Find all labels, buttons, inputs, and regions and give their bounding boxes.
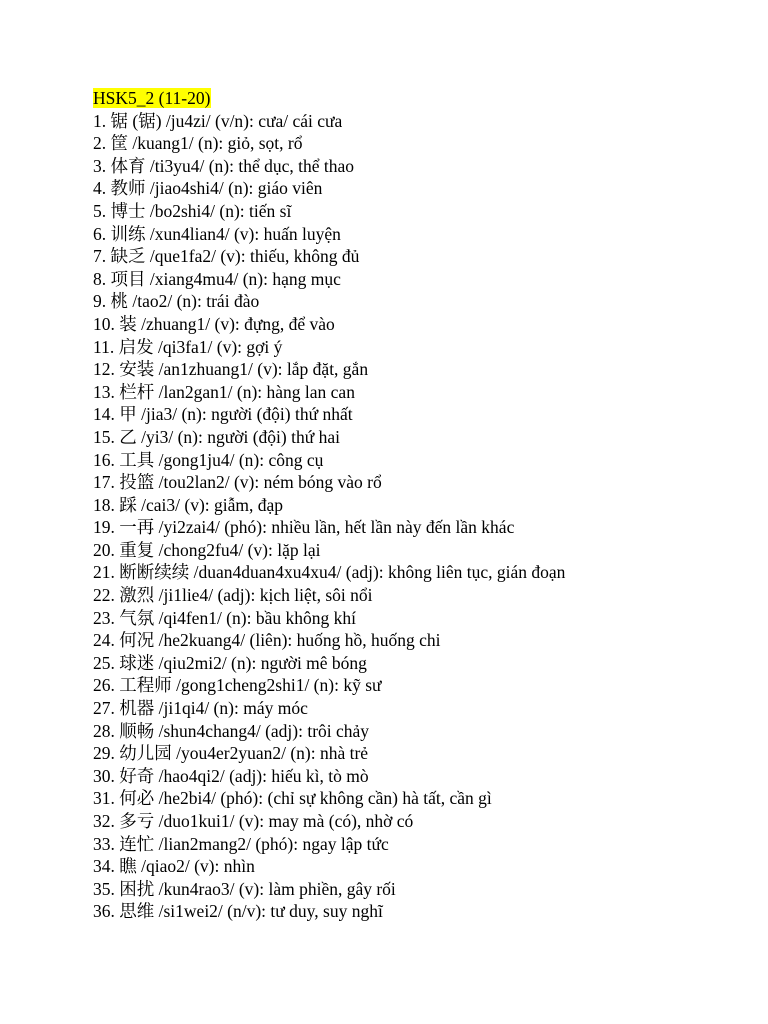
vocab-entry: 27. 机器 /ji1qi4/ (n): máy móc bbox=[93, 698, 308, 719]
vocab-entry: 23. 气氛 /qi4fen1/ (n): bầu không khí bbox=[93, 607, 356, 628]
vocab-entry: 36. 思维 /si1wei2/ (n/v): tư duy, suy nghĩ bbox=[93, 901, 383, 922]
vocab-entry: 26. 工程师 /gong1cheng2shi1/ (n): kỹ sư bbox=[93, 675, 382, 696]
document-title bbox=[93, 87, 753, 110]
vocab-entry: 10. 装 /zhuang1/ (v): đựng, để vào bbox=[93, 313, 335, 334]
vocab-entry: 5. 博士 /bo2shi4/ (n): tiến sĩ bbox=[93, 200, 292, 221]
vocab-entry: 7. 缺乏 /que1fa2/ (v): thiếu, không đủ bbox=[93, 246, 360, 267]
vocab-entry: 32. 多亏 /duo1kui1/ (v): may mà (có), nhờ có bbox=[93, 811, 414, 831]
vocab-entry: 6. 训练 /xun4lian4/ (v): huấn luyện bbox=[93, 223, 341, 244]
vocab-entry: 25. 球迷 /qiu2mi2/ (n): người mê bóng bbox=[93, 652, 367, 673]
vocab-entry: 14. 甲 /jia3/ (n): người (đội) thứ nhất bbox=[93, 404, 353, 425]
document-page bbox=[93, 87, 753, 923]
vocab-entry: 29. 幼儿园 /you4er2yuan2/ (n): nhà trẻ bbox=[93, 743, 369, 764]
vocab-entry: 13. 栏杆 /lan2gan1/ (n): hàng lan can bbox=[93, 381, 355, 402]
vocabulary-list bbox=[93, 110, 753, 923]
vocab-entry: 8. 项目 /xiang4mu4/ (n): hạng mục bbox=[93, 268, 341, 289]
vocab-entry: 34. 瞧 /qiao2/ (v): nhìn bbox=[93, 856, 255, 877]
vocab-entry: 22. 激烈 /ji1lie4/ (adj): kịch liệt, sôi nổi bbox=[93, 585, 373, 606]
vocab-entry: 20. 重复 /chong2fu4/ (v): lặp lại bbox=[93, 539, 321, 560]
vocab-entry: 9. 桃 /tao2/ (n): trái đào bbox=[93, 291, 260, 312]
vocab-entry: 21. 断断续续 /duan4duan4xu4xu4/ (adj): không liên tục, gián đoạn bbox=[93, 562, 566, 583]
vocab-entry: 19. 一再 /yi2zai4/ (phó): nhiều lần, hết lần này đến lần khác bbox=[93, 517, 515, 538]
vocab-entry: 28. 顺畅 /shun4chang4/ (adj): trôi chảy bbox=[93, 720, 370, 741]
vocab-entry: 35. 困扰 /kun4rao3/ (v): làm phiền, gây rối bbox=[93, 878, 396, 899]
vocab-entry: 15. 乙 /yi3/ (n): người (đội) thứ hai bbox=[93, 426, 340, 447]
vocab-entry: 1. 锯 (锯) /ju4zi/ (v/n): cưa/ cái cưa bbox=[93, 110, 343, 131]
vocab-entry: 4. 教师 /jiao4shi4/ (n): giáo viên bbox=[93, 178, 323, 199]
vocab-entry: 12. 安装 /an1zhuang1/ (v): lắp đặt, gắn bbox=[93, 359, 369, 380]
vocab-entry: 18. 踩 /cai3/ (v): giẫm, đạp bbox=[93, 494, 284, 515]
vocab-entry: 17. 投篮 /tou2lan2/ (v): ném bóng vào rổ bbox=[93, 472, 382, 493]
vocab-entry: 33. 连忙 /lian2mang2/ (phó): ngay lập tức bbox=[93, 833, 389, 854]
vocab-entry: 16. 工具 /gong1ju4/ (n): công cụ bbox=[93, 449, 324, 470]
vocab-entry: 2. 筐 /kuang1/ (n): giỏ, sọt, rổ bbox=[93, 133, 303, 154]
vocab-entry: 24. 何况 /he2kuang4/ (liên): huống hồ, huống chi bbox=[93, 630, 441, 651]
title-highlight: HSK5_2 (11-20) bbox=[93, 88, 211, 108]
vocab-entry: 3. 体育 /ti3yu4/ (n): thể dục, thể thao bbox=[93, 155, 354, 176]
vocab-entry: 31. 何必 /he2bi4/ (phó): (chỉ sự không cần) hà tất, cần gì bbox=[93, 788, 492, 809]
vocab-entry: 30. 好奇 /hao4qi2/ (adj): hiếu kì, tò mò bbox=[93, 765, 369, 786]
vocab-entry: 11. 启发 /qi3fa1/ (v): gợi ý bbox=[93, 336, 283, 357]
